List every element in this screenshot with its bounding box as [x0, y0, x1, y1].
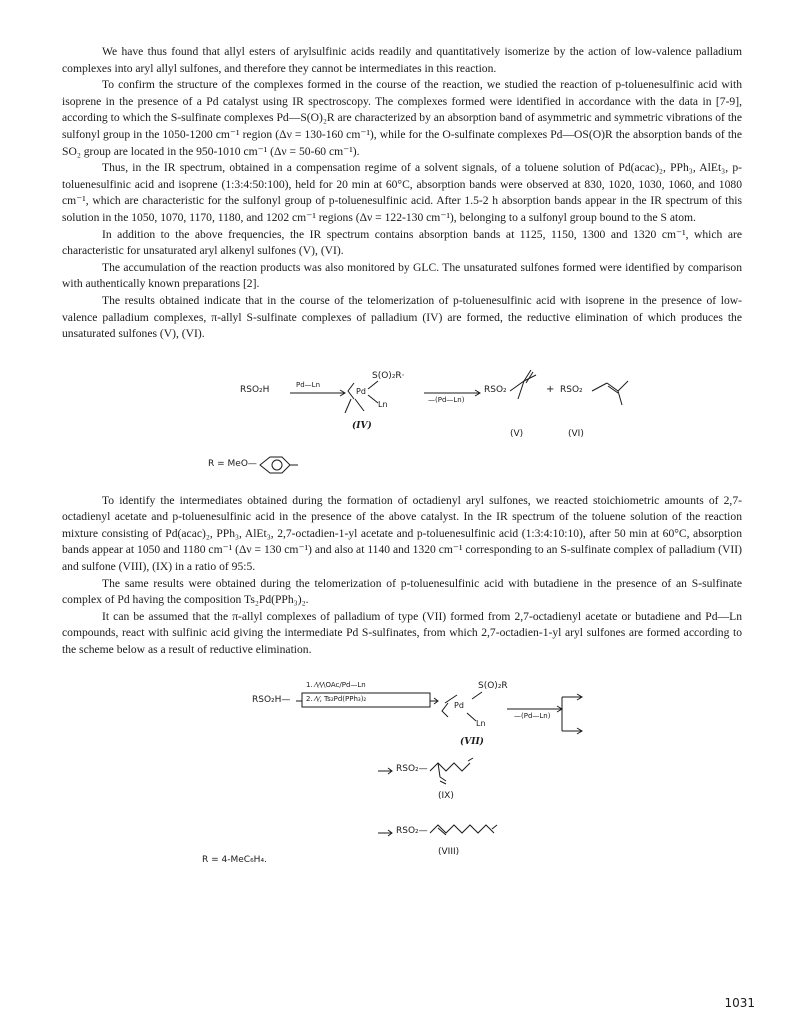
paragraph-8: The same results were obtained during the telomerization of p-toluenesulfinic acid with butadiene in the presence of an S-sulfinate complex of Pd having the composition Ts₂Pd(PPh₃)₂.	[62, 576, 742, 607]
scheme2-id-viii: (VIII)	[438, 846, 460, 857]
scheme2-elimination-label: —(Pd—Ln)	[514, 711, 551, 720]
paragraph-3: Thus, in the IR spectrum, obtained in a compensation regime of a solvent signals, of a toluene solution of Pd(acac)₂, PPh₃, AlEt₃, p-toluenesulfinic acid and isoprene (1:3:4:50:100), held for 20 min at 60°C, absorption bands were observed at 830, 1020, 1030, 1060, and 1080 cm⁻¹, which are characteristic for the sulfonyl group of p-toluenesulfinic acid. After 1.5-2 h absorption bands appear in the IR spectrum of this solution in the 1050, 1070, 1170, 1180, and 1202 cm⁻¹ regions (Δν = 122-130 cm⁻¹), belonging to a sulfonyl group bound to the S atom.	[62, 161, 742, 224]
paragraph-9: It can be assumed that the π-allyl complexes of palladium of type (VII) formed from 2,7-octadienyl acetate or butadiene and Pd—Ln compounds, react with sulfinic acid giving the intermediate Pd S-sulfinates, from which 2,7-octadien-1-yl aryl sulfones are formed according to the scheme below as a result of reductive elimination.	[62, 609, 742, 657]
scheme2-complex-pd: Pd	[454, 700, 464, 710]
scheme2-reactant: RSO₂H—	[252, 694, 291, 705]
scheme1-reactant: RSO₂H	[240, 384, 270, 395]
scheme1-complex-pd: Pd	[356, 386, 366, 396]
page-number: 1031	[724, 996, 755, 1010]
scheme1-arrow1-label: Pd—Ln	[296, 380, 321, 389]
scheme2-product-ix: RSO₂—	[396, 763, 428, 774]
scheme2-condition-1: 1. ⁄\⁄\⁄\OAc/Pd—Ln	[306, 680, 366, 689]
scheme2-complex-sulfinate: S(O)₂R	[478, 680, 508, 691]
scheme2-id-ix: (IX)	[438, 790, 454, 801]
scheme2-complex-ln: Ln	[476, 718, 486, 728]
scheme1-complex-id: (IV)	[352, 420, 372, 431]
scheme2-complex-id: (VII)	[460, 736, 484, 747]
reaction-scheme-1	[62, 343, 742, 493]
scheme1-product-vi: RSO₂	[560, 384, 583, 395]
paragraph-7: To identify the intermediates obtained during the formation of octadienyl aryl sulfones, we reacted stoichiometric amounts of 2,7-octadienyl acetate and p-toluenesulfinic acid in the presence of the above catalyst. In the IR spectrum of the toluene solution of the reaction mixture consisting of Pd(acac)₂, PPh₃, AlEt₃, 2,7-octadien-1-yl acetate and p-toluenesulfinic acid (1:3:4:10:10), after 50 min at 60°C, absorption bands appear at 1050 and 1180 cm⁻¹ (Δν = 130 cm⁻¹) and also at 1140 and 1320 cm⁻¹ corresponding to an S-sulfinate complex of palladium (VII) and sulfone (VIII), (IX) in a ratio of 95:5.	[62, 493, 742, 574]
scheme1-product-v: RSO₂	[484, 384, 507, 395]
scheme1-plus: +	[546, 383, 555, 395]
paragraph-4: In addition to the above frequencies, the IR spectrum contains absorption bands at 1125, 1150, 1300 and 1320 cm⁻¹, which are characteristic for unsaturated aryl alkenyl sulfones (V), (VI).	[62, 227, 742, 258]
scheme2-r-definition: R = 4-MeC₆H₄.	[202, 854, 267, 865]
scheme2-product-viii: RSO₂—	[396, 825, 428, 836]
paragraph-2: To confirm the structure of the complexes formed in the course of the reaction, we studied the reaction of p-toluenesulfinic acid with isoprene in the presence of a Pd catalyst using IR spectroscopy. The complexes formed were identified in accordance with the data in [7-9], according to which the S-sulfinate complexes Pd—S(O)₂R are characterized by an absorption band of asymmetric and symmetric vibrations of the sulfonyl group in the 1050-1200 cm⁻¹ region (Δν = 130-160 cm⁻¹), while for the O-sulfinate complexes Pd—OS(O)R the absorption bands of the SO₂ group are located in the 950-1010 cm⁻¹ (Δν = 50-60 cm⁻¹).	[62, 78, 742, 158]
reaction-scheme-2	[62, 659, 742, 869]
scheme1-complex-sulfinate: S(O)₂R·	[372, 370, 405, 381]
scheme1-arrow2-label: —(Pd—Ln)	[428, 395, 465, 404]
scheme2-condition-2: 2. ⁄\⁄, Ts₂Pd(PPh₃)₂	[306, 694, 367, 703]
scheme1-id-v: (V)	[510, 428, 524, 439]
article-body	[62, 44, 742, 869]
scheme1-id-vi: (VI)	[568, 428, 584, 439]
scheme1-r-definition: R = MeO—	[208, 458, 257, 469]
paragraph-5: The accumulation of the reaction products was also monitored by GLC. The unsaturated sulfones formed were identified by comparison with authentically known preparations [2].	[62, 260, 742, 291]
paragraph-1: We have thus found that allyl esters of arylsulfinic acids readily and quantitatively isomerize by the action of low-valence palladium complexes into aryl allyl sulfones, and therefore they cannot be intermediates in this reaction.	[62, 45, 742, 75]
scheme1-complex-ln: Ln	[378, 399, 388, 409]
paragraph-6: The results obtained indicate that in the course of the telomerization of p-toluenesulfinic acid with isoprene in the presence of low-valence palladium complexes, π-allyl S-sulfinate complexes of palladium (IV) are formed, the reductive elimination of which produces the unsaturated sulfones (V), (VI).	[62, 293, 742, 341]
scheme-1-bonds	[62, 343, 742, 493]
